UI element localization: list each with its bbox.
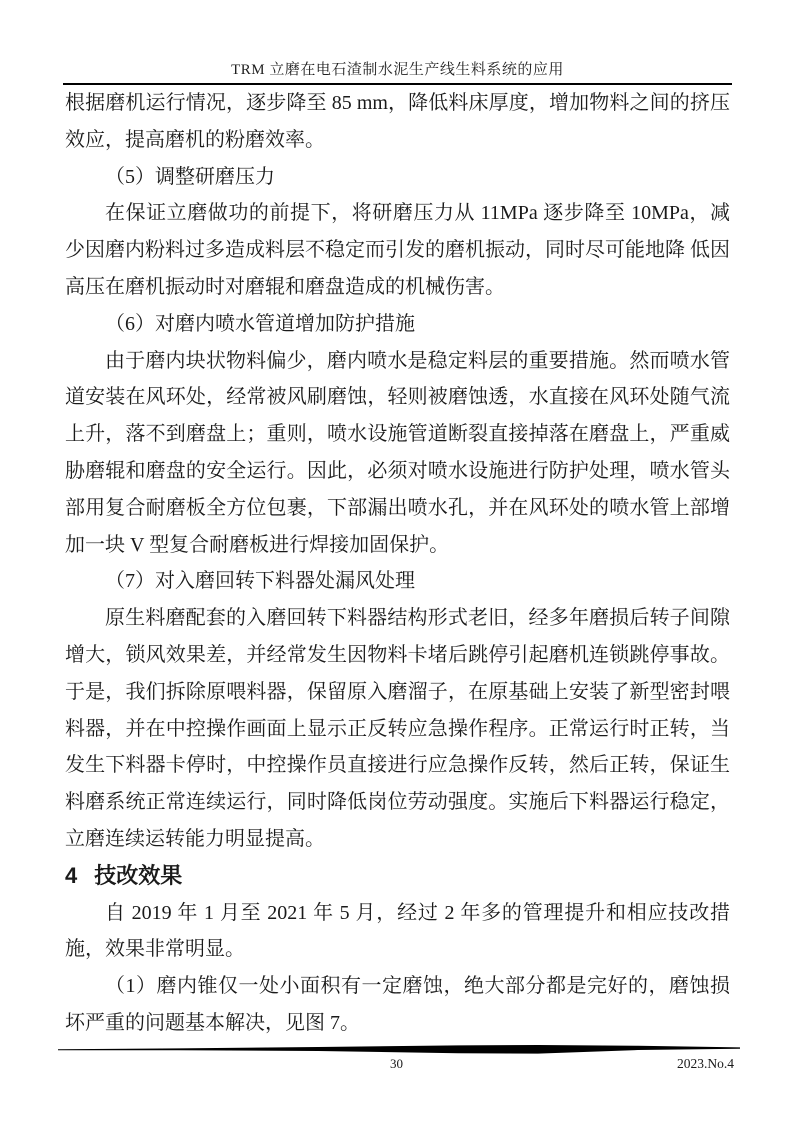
running-title: TRM 立磨在电石渣制水泥生产线生料系统的应用 [231, 62, 564, 78]
page-body [65, 85, 730, 1042]
page-number: 30 [390, 1056, 403, 1071]
page-header [63, 58, 732, 85]
paragraph-water-spray-protection: 由于磨内块状物料偏少，磨内喷水是稳定料层的重要措施。然而喷水管道安装在风环处，经常被风刷磨蚀，轻则被磨蚀透，水直接在风环处随气流上升，落不到磨盘上；重则，喷水设施管道断裂直接掉落在磨盘上，严重威胁磨辊和磨盘的安全运行。因此，必须对喷水设施进行防护处理，喷水管头部用复合耐磨板全方位包裹，下部漏出喷水孔，并在风环处的喷水管上部增加一块 V 型复合耐磨板进行焊接加固保护。 [65, 349, 730, 556]
list-item-heading-6: （6）对磨内喷水管道增加防护措施 [105, 312, 415, 335]
paragraph-result-item-1: （1）磨内锥仅一处小面积有一定磨蚀，绝大部分都是完好的，磨蚀损坏严重的问题基本解决，见图 7。 [65, 975, 730, 1034]
list-item-heading-5: （5）调整研磨压力 [105, 165, 275, 188]
section-number: 4 [65, 862, 78, 888]
list-item-heading-7: （7）对入磨回转下料器处漏风处理 [105, 570, 415, 593]
issue-label: 2023.No.4 [677, 1056, 734, 1071]
paragraph-rotary-feeder: 原生料磨配套的入磨回转下料器结构形式老旧，经多年磨损后转子间隙增大，锁风效果差，并经常发生因物料卡堵后跳停引起磨机连锁跳停事故。于是，我们拆除原喂料器，保留原入磨溜子，在原基础上安装了新型密封喂料器，并在中控操作画面上显示正反转应急操作程序。正常运行时正转，当发生下料器卡停时，中控操作员直接进行应急操作反转，然后正转，保证生料磨系统正常连续运行，同时降低岗位劳动强度。实施后下料器运行稳定，立磨连续运转能力明显提高。 [65, 607, 730, 850]
paragraph-results-summary: 自 2019 年 1 月至 2021 年 5 月，经过 2 年多的管理提升和相应技改措施，效果非常明显。 [65, 901, 730, 961]
section-title: 技改效果 [94, 862, 183, 888]
paragraph-continuation: 根据磨机运行情况，逐步降至 85 mm，降低料床厚度，增加物料之间的挤压效应，提高磨机的粉磨效率。 [65, 92, 730, 151]
paragraph-grinding-pressure: 在保证立磨做功的前提下，将研磨压力从 11MPa 逐步降至 10MPa，减少因磨内粉料过多造成料层不稳定而引发的磨机振动，同时尽可能地降 低因高压在磨机振动时对磨辊和磨盘造成的机械伤害。 [65, 202, 730, 298]
section-heading [65, 858, 730, 895]
